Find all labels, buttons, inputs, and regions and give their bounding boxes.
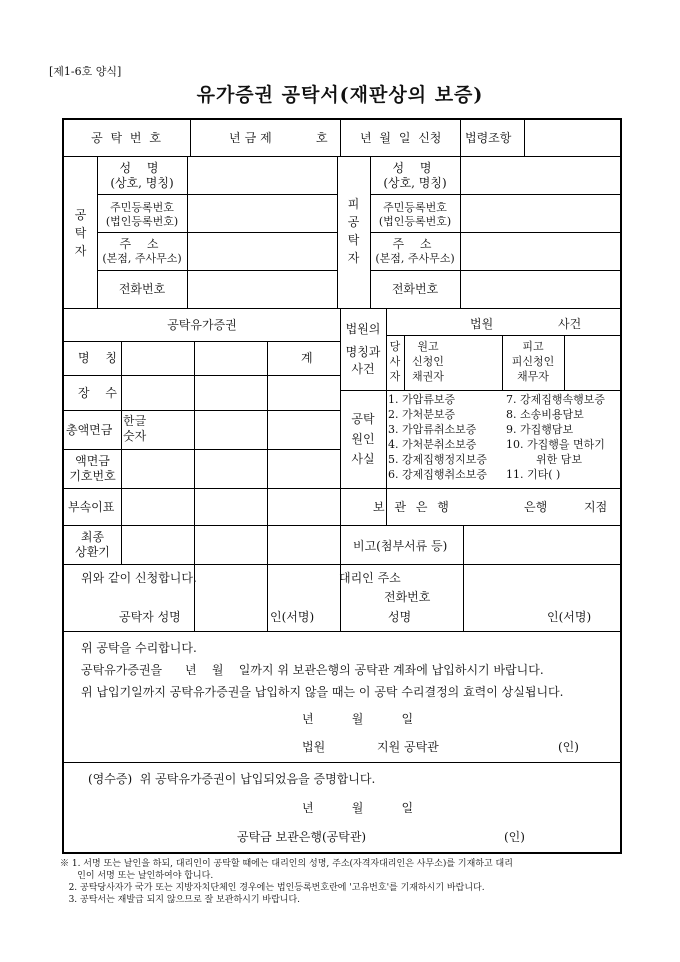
depositor-name-sub: (상호, 명칭) bbox=[110, 176, 174, 190]
custody-bank-field[interactable] bbox=[464, 489, 619, 524]
depositee-id-field[interactable] bbox=[461, 195, 619, 231]
footnote-3: 3. 공탁서는 재발급 되지 않으므로 잘 보관하시기 바랍니다. bbox=[60, 895, 301, 905]
party-label-1: 당 bbox=[389, 340, 401, 353]
rule bbox=[337, 156, 338, 308]
depositor-address-sub: (본점, 주사무소) bbox=[102, 252, 182, 265]
rule bbox=[64, 564, 620, 565]
accept-court: 법원 bbox=[302, 740, 326, 754]
depositor-phone-field[interactable] bbox=[188, 271, 336, 307]
depositor-seal[interactable]: 인(서명) bbox=[270, 610, 315, 624]
agent-name-label: 성명 bbox=[388, 610, 412, 624]
apply-date-label: 년 월 일 신청 bbox=[360, 131, 442, 145]
depositee-phone-field[interactable] bbox=[461, 271, 619, 307]
agent-address-label: 대리인 주소 bbox=[339, 571, 401, 585]
case-word: 사건 bbox=[558, 317, 582, 331]
korean-amount-label: 한글 bbox=[123, 414, 147, 428]
securities-count-total-field[interactable] bbox=[268, 376, 339, 409]
page-title: 유가증권 공탁서(재판상의 보증) bbox=[196, 84, 484, 106]
agent-seal[interactable]: 인(서명) bbox=[547, 610, 592, 624]
depositee-name-label: 성 명 bbox=[392, 161, 438, 175]
depositor-address-field[interactable] bbox=[188, 233, 336, 269]
depositor-id-label: 주민등록번호 bbox=[110, 201, 174, 214]
year-case-label: 년금제 bbox=[229, 131, 276, 145]
face-amount-total-field[interactable] bbox=[268, 411, 339, 448]
footnote-1: ※ 1. 서명 또는 날인을 하되, 대리인이 공탁할 때에는 대리인의 성명, 주소(자격자대리인은 사무소)를 기재하고 대리 bbox=[60, 859, 513, 869]
depositor-address-label: 주 소 bbox=[119, 237, 165, 251]
rule bbox=[340, 390, 620, 391]
form-number: [제1-6호 양식] bbox=[49, 65, 122, 78]
cause-item-9[interactable]: 9. 가집행담보 bbox=[506, 423, 574, 436]
depositor-label-1: 공 bbox=[74, 208, 87, 222]
defendant-field[interactable] bbox=[565, 336, 619, 389]
cause-item-6[interactable]: 6. 강제집행취소보증 bbox=[388, 468, 487, 481]
securities-count-field-2[interactable] bbox=[195, 376, 266, 409]
depositee-address-sub: (본점, 주사무소) bbox=[375, 252, 455, 265]
depositor-name-label: 성 명 bbox=[119, 161, 165, 175]
cause-item-11[interactable]: 11. 기타( ) bbox=[506, 468, 561, 481]
face-code-label-2: 기호번호 bbox=[69, 469, 116, 483]
apply-date-field[interactable] bbox=[341, 121, 459, 155]
footnote-1-cont: 인이 서명 또는 날인하여야 합니다. bbox=[60, 871, 214, 881]
receipt-bank: 공탁금 보관은행(공탁관) bbox=[237, 830, 367, 844]
cause-item-5[interactable]: 5. 강제집행정지보증 bbox=[388, 453, 487, 466]
deposit-form bbox=[62, 118, 622, 854]
cause-label-2: 원인 bbox=[351, 432, 375, 446]
court-label-1: 법원의 bbox=[345, 322, 381, 336]
securities-name-field-1[interactable] bbox=[122, 342, 193, 374]
law-article-field[interactable] bbox=[525, 121, 619, 155]
bank-word: 은행 bbox=[524, 500, 548, 514]
footnotes bbox=[60, 858, 630, 906]
depositee-label-3: 탁 bbox=[347, 233, 360, 247]
remarks-field[interactable] bbox=[464, 526, 619, 563]
branch-word: 지점 bbox=[584, 500, 608, 514]
rule bbox=[460, 120, 461, 156]
final-redemption-field-2[interactable] bbox=[195, 526, 266, 563]
cause-label-3: 사실 bbox=[351, 452, 375, 466]
securities-header: 공탁유가증권 bbox=[167, 318, 237, 332]
cause-item-1[interactable]: 1. 가압류보증 bbox=[388, 393, 456, 406]
custody-bank-label: 보 관 은 행 bbox=[373, 500, 452, 514]
depositor-label-3: 자 bbox=[74, 244, 87, 258]
cause-item-3[interactable]: 3. 가압류취소보증 bbox=[388, 423, 477, 436]
depositee-label-1: 피 bbox=[347, 197, 360, 211]
securities-count-label: 장 수 bbox=[78, 386, 123, 400]
court-label-3: 사건 bbox=[351, 362, 375, 376]
remarks-label: 비고(첨부서류 등) bbox=[353, 539, 448, 553]
accept-line-1: 위 공탁을 수리합니다. bbox=[81, 641, 197, 655]
court-word: 법원 bbox=[470, 317, 494, 331]
cause-item-10[interactable]: 10. 가집행을 면하기 bbox=[506, 438, 605, 451]
cause-item-2[interactable]: 2. 가처분보증 bbox=[388, 408, 456, 421]
depositor-label-2: 탁 bbox=[74, 226, 87, 240]
securities-name-label: 명 칭 bbox=[78, 351, 123, 365]
depositor-id-sub: (법인등록번호) bbox=[105, 215, 179, 228]
party-label-2: 사 bbox=[389, 355, 401, 368]
plaintiff-label-2: 신청인 bbox=[412, 355, 444, 368]
cause-item-8[interactable]: 8. 소송비용담보 bbox=[506, 408, 584, 421]
coupon-field-2[interactable] bbox=[195, 489, 266, 524]
depositee-address-field[interactable] bbox=[461, 233, 619, 269]
depositor-name-field[interactable] bbox=[188, 157, 336, 193]
coupon-label: 부속이표 bbox=[68, 500, 115, 514]
apply-statement: 위와 같이 신청합니다. bbox=[81, 571, 197, 585]
rule bbox=[64, 762, 620, 763]
rule bbox=[64, 308, 620, 309]
depositee-name-field[interactable] bbox=[461, 157, 619, 193]
securities-count-field-1[interactable] bbox=[122, 376, 193, 409]
plaintiff-field[interactable] bbox=[453, 336, 501, 389]
coupon-field-1[interactable] bbox=[122, 489, 193, 524]
court-label-2: 명칭과 bbox=[345, 345, 381, 359]
defendant-label-1: 피고 bbox=[522, 340, 544, 353]
face-code-field-2[interactable] bbox=[195, 450, 266, 487]
accept-branch-officer: 지원 공탁관 bbox=[377, 740, 439, 754]
final-redemption-field-1[interactable] bbox=[122, 526, 193, 563]
accept-line-3: 위 납입기일까지 공탁유가증권을 납입하지 않을 때는 이 공탁 수리결정의 효력이 상실됩니다. bbox=[81, 685, 564, 699]
receipt-date: 년 월 일 bbox=[302, 801, 414, 815]
final-redemption-label-1: 최종 bbox=[80, 530, 105, 544]
depositee-label-4: 자 bbox=[347, 251, 360, 265]
cause-item-7[interactable]: 7. 강제집행속행보증 bbox=[506, 393, 605, 406]
deposit-number-label: 공 탁 번 호 bbox=[91, 131, 163, 145]
depositee-address-label: 주 소 bbox=[392, 237, 438, 251]
securities-name-field-2[interactable] bbox=[195, 342, 266, 374]
face-amount-field-1[interactable] bbox=[195, 411, 266, 448]
digit-amount-label: 숫자 bbox=[123, 429, 147, 443]
receipt-line: (영수증) 위 공탁유가증권이 납입되었음을 증명합니다. bbox=[88, 772, 376, 786]
face-code-field-1[interactable] bbox=[122, 450, 193, 487]
face-code-label-1: 액면금 bbox=[75, 454, 110, 468]
face-total-label: 총액면금 bbox=[66, 423, 113, 437]
depositor-phone-label: 전화번호 bbox=[118, 282, 166, 296]
depositor-id-field[interactable] bbox=[188, 195, 336, 231]
accept-date: 년 월 일 bbox=[302, 712, 414, 726]
plaintiff-label-3: 채권자 bbox=[412, 370, 444, 383]
defendant-label-3: 채무자 bbox=[517, 370, 549, 383]
depositee-id-label: 주민등록번호 bbox=[383, 201, 447, 214]
defendant-label-2: 피신청인 bbox=[511, 355, 555, 368]
rule bbox=[64, 631, 620, 632]
securities-total-label: 계 bbox=[301, 351, 313, 365]
plaintiff-label-1: 원고 bbox=[417, 340, 439, 353]
final-redemption-label-2: 상환기 bbox=[75, 545, 110, 559]
accept-seal[interactable]: (인) bbox=[558, 740, 579, 754]
receipt-seal[interactable]: (인) bbox=[504, 830, 525, 844]
agent-phone-label: 전화번호 bbox=[384, 590, 431, 604]
depositee-phone-label: 전화번호 bbox=[391, 282, 439, 296]
cause-item-4[interactable]: 4. 가처분취소보증 bbox=[388, 438, 477, 451]
cause-label-1: 공탁 bbox=[351, 412, 375, 426]
depositee-label-2: 공 bbox=[347, 215, 360, 229]
party-label-3: 자 bbox=[389, 370, 401, 383]
ho-label: 호 bbox=[316, 131, 328, 145]
cause-item-10-cont: 위한 담보 bbox=[536, 453, 583, 466]
depositor-signature-label: 공탁자 성명 bbox=[119, 610, 181, 624]
law-article-label: 법령조항 bbox=[465, 131, 512, 145]
accept-line-2: 공탁유가증권을 년 월 일까지 위 보관은행의 공탁관 계좌에 납입하시기 바랍니다. bbox=[81, 663, 544, 677]
footnote-2: 2. 공탁당사자가 국가 또는 지방자치단체인 경우에는 법인등록번호란에 '고유번호'를 기재하시기 바랍니다. bbox=[60, 883, 485, 893]
depositee-name-sub: (상호, 명칭) bbox=[383, 176, 447, 190]
depositee-id-sub: (법인등록번호) bbox=[378, 215, 452, 228]
